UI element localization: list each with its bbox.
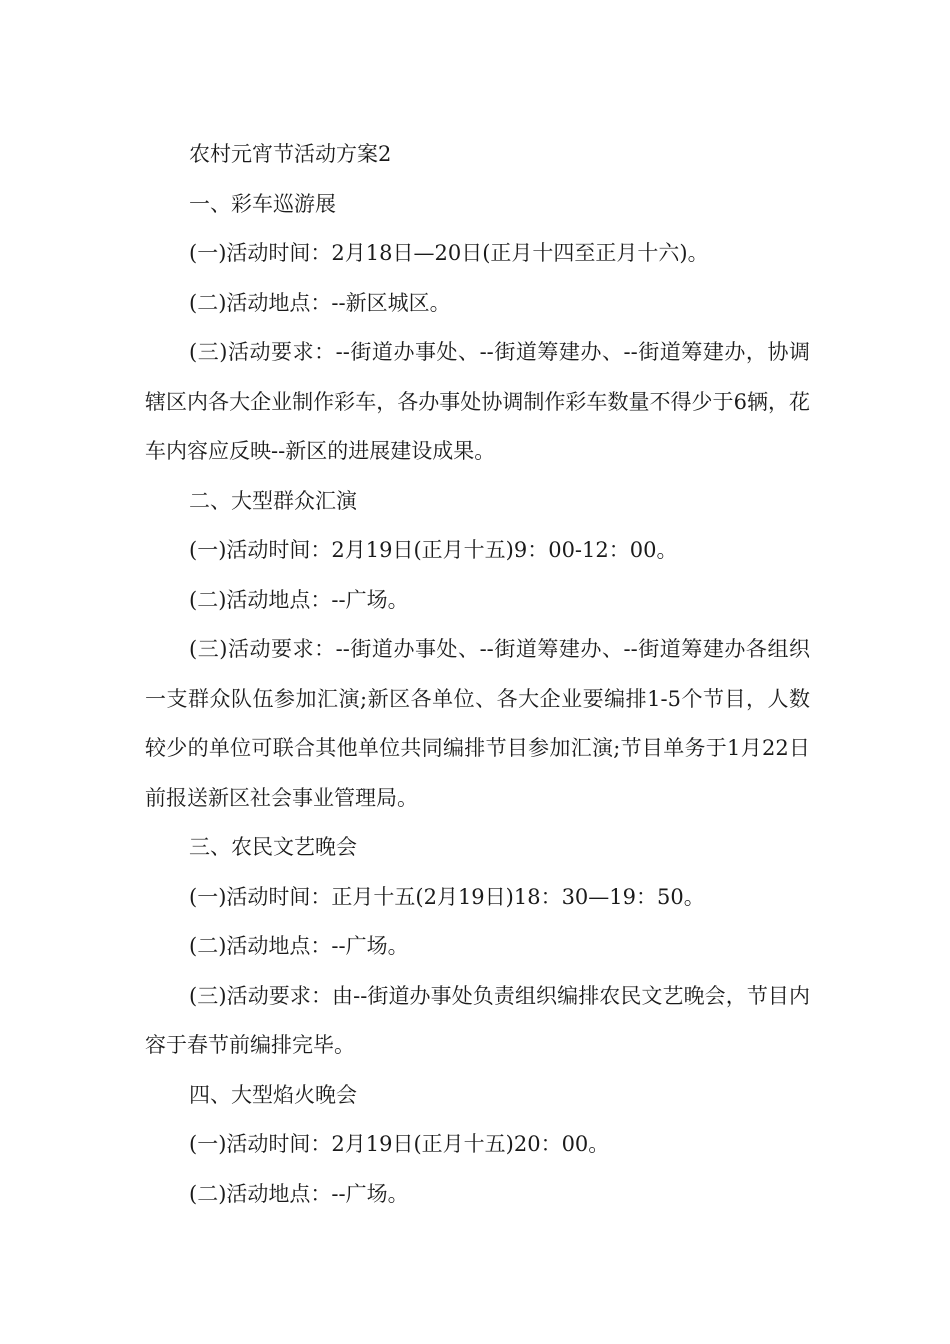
section-3-location: (二)活动地点：--广场。 — [189, 934, 409, 958]
section-1-location: (二)活动地点：--新区城区。 — [189, 290, 451, 315]
section-3-requirements: (三)活动要求：由--街道办事处负责组织编排农民文艺晚会，节目内容于春节前编排完毕。 — [145, 983, 810, 1057]
document-body — [145, 130, 810, 1219]
section-1-requirements: (三)活动要求：--街道办事处、--街道筹建办、--街道筹建办，协调辖区内各大企业制作彩车，各办事处协调制作彩车数量不得少于6辆，花车内容应反映--新区的进展建设成果。 — [145, 340, 810, 463]
section-heading-1: 一、彩车巡游展 — [189, 191, 336, 216]
section-heading-2: 二、大型群众汇演 — [189, 488, 357, 513]
section-3-time: (一)活动时间：正月十五(2月19日)18：30—19：50。 — [189, 884, 705, 909]
section-1-time: (一)活动时间：2月18日—20日(正月十四至正月十六)。 — [189, 241, 709, 265]
section-heading-3: 三、农民文艺晚会 — [189, 835, 357, 859]
section-4-location: (二)活动地点：--广场。 — [189, 1181, 409, 1206]
section-2-location: (二)活动地点：--广场。 — [189, 587, 409, 612]
document-title: 农村元宵节活动方案2 — [189, 142, 392, 166]
section-heading-4: 四、大型焰火晚会 — [189, 1082, 357, 1107]
section-2-time: (一)活动时间：2月19日(正月十五)9：00-12：00。 — [189, 538, 678, 562]
section-2-requirements: (三)活动要求：--街道办事处、--街道筹建办、--街道筹建办各组织一支群众队伍参加汇演;新区各单位、各大企业要编排1-5个节目，人数较少的单位可联合其他单位共同编排节目参加汇演;节目单务于1月22日前报送新区社会事业管理局。 — [145, 637, 810, 810]
section-4-time: (一)活动时间：2月19日(正月十五)20：00。 — [189, 1132, 610, 1156]
